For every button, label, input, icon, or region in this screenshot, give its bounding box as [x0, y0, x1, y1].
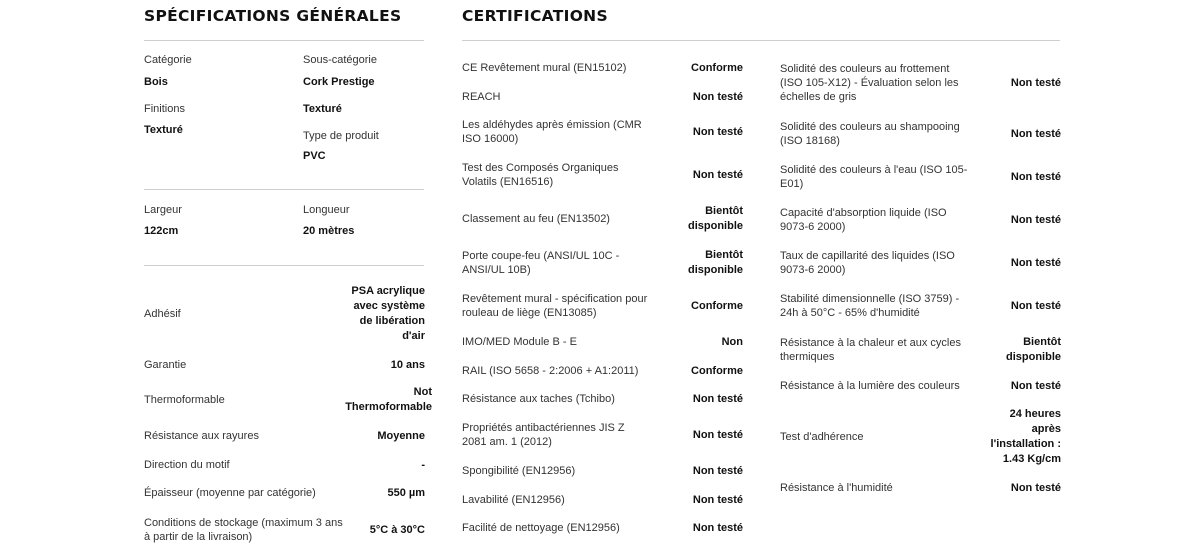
general-title-divider [144, 40, 424, 41]
cert-label: Solidité des couleurs au frottement (ISO 105-X12) - Évaluation selon les échelles de gris [780, 63, 959, 103]
cert-value: Non [721, 335, 743, 348]
cert-value: 24 heures après l'installation : 1.43 Kg/cm [990, 408, 1061, 465]
cert-row [462, 391, 743, 407]
cert-value: Non testé [692, 521, 743, 534]
cert-row [462, 160, 743, 190]
spec-row-label: Résistance aux rayures [144, 430, 259, 442]
cert-label: Revêtement mural - spécification pour rouleau de liège (EN13085) [462, 293, 648, 319]
cert-row [780, 378, 1061, 394]
cert-label: Facilité de nettoyage (EN12956) [462, 522, 620, 534]
cert-value: Non testé [692, 168, 743, 181]
cert-label: CE Revêtement mural (EN15102) [462, 62, 627, 74]
spec-row-value: Moyenne [377, 429, 425, 442]
spec-row-stockage [144, 515, 425, 545]
cert-row [462, 420, 743, 450]
cert-value: Non testé [1010, 127, 1061, 140]
cert-row [462, 291, 743, 321]
cert-label: Solidité des couleurs à l'eau (ISO 105-E01) [780, 164, 968, 190]
categorie-value: Bois [144, 76, 168, 88]
largeur-value: 122cm [144, 225, 179, 237]
spec-row-value: Not Thermoformable [345, 386, 432, 413]
certifications-title: CERTIFICATIONS [462, 7, 608, 25]
cert-label: Résistance à la lumière des couleurs [780, 380, 960, 392]
cert-label: Les aldéhydes après émission (CMR ISO 16000) [462, 119, 642, 145]
longueur-value: 20 mètres [303, 225, 355, 237]
cert-label: Porte coupe-feu (ANSI/UL 10C - ANSI/UL 10B) [462, 250, 620, 276]
souscategorie-value: Cork Prestige [303, 76, 375, 88]
cert-label: Résistance aux taches (Tchibo) [462, 393, 615, 405]
cert-value: Non testé [692, 493, 743, 506]
cert-label: Test des Composés Organiques Volatils (EN16516) [462, 162, 619, 188]
cert-value: Bientôt disponible [1006, 336, 1061, 363]
cert-row [780, 406, 1061, 468]
cert-row [780, 205, 1061, 235]
cert-label: Solidité des couleurs au shampooing (ISO 18168) [780, 121, 960, 147]
type-label: Type de produit [303, 130, 379, 142]
cert-value: Conforme [691, 299, 743, 312]
cert-row [780, 162, 1061, 192]
cert-label: Spongibilité (EN12956) [462, 465, 576, 477]
cert-row [780, 119, 1061, 149]
spec-row-adhesif [144, 284, 425, 344]
spec-row-value: 5°C à 30°C [369, 523, 425, 536]
cert-row [780, 291, 1061, 321]
cert-row [462, 520, 743, 536]
cert-label: Résistance à la chaleur et aux cycles thermiques [780, 337, 961, 363]
longueur-label: Longueur [303, 204, 350, 216]
cert-value: Non testé [692, 392, 743, 405]
spec-row-value: 10 ans [390, 358, 425, 371]
cert-value: Bientôt disponible [688, 205, 743, 232]
general-divider-2 [144, 265, 424, 266]
cert-label: Capacité d'absorption liquide (ISO 9073-6 2000) [780, 207, 947, 233]
cert-value: Non testé [692, 125, 743, 138]
cert-row [462, 204, 743, 234]
cert-value: Bientôt disponible [688, 249, 743, 276]
spec-row-label: Épaisseur (moyenne par catégorie) [144, 487, 316, 499]
cert-value: Non testé [1010, 299, 1061, 312]
type-value: PVC [303, 150, 326, 162]
cert-label: Stabilité dimensionnelle (ISO 3759) - 24h à 50°C - 65% d'humidité [780, 293, 960, 319]
cert-value: Non testé [1010, 76, 1061, 89]
finitions-value-left: Texturé [144, 124, 183, 136]
spec-row-label: Direction du motif [144, 459, 230, 471]
spec-row-label: Garantie [144, 359, 187, 371]
souscategorie-label: Sous-catégorie [303, 54, 377, 66]
cert-label: Test d'adhérence [780, 431, 864, 443]
categorie-label: Catégorie [144, 54, 192, 66]
largeur-label: Largeur [144, 204, 182, 216]
cert-value: Non testé [1010, 213, 1061, 226]
cert-row [462, 363, 743, 379]
spec-row-label: Conditions de stockage (maximum 3 ans à partir de la livraison) [144, 517, 343, 543]
certifications-title-divider [462, 40, 1060, 41]
spec-row-epaisseur [144, 484, 425, 502]
cert-row [780, 335, 1061, 365]
cert-label: IMO/MED Module B - E [462, 336, 577, 348]
spec-row-label: Adhésif [144, 308, 181, 320]
cert-label: Taux de capillarité des liquides (ISO 9073-6 2000) [780, 250, 955, 276]
spec-row-value: 550 µm [387, 486, 425, 499]
cert-value: Non testé [692, 464, 743, 477]
cert-value: Conforme [691, 364, 743, 377]
cert-value: Non testé [692, 90, 743, 103]
cert-value: Non testé [1010, 481, 1061, 494]
cert-label: RAIL (ISO 5658 - 2:2006 + A1:2011) [462, 365, 639, 377]
cert-row [462, 248, 743, 278]
cert-value: Non testé [692, 428, 743, 441]
spec-row-thermoformable [144, 384, 432, 416]
cert-label: Résistance à l'humidité [780, 482, 893, 494]
finitions-value-right: Texturé [303, 103, 342, 115]
cert-row [462, 463, 743, 479]
cert-label: Propriétés antibactériennes JIS Z 2081 am. 1 (2012) [462, 422, 625, 448]
cert-row [462, 117, 743, 147]
cert-row [462, 60, 743, 76]
spec-row-garantie [144, 356, 425, 374]
spec-row-label: Thermoformable [144, 394, 225, 406]
spec-row-rayures [144, 427, 425, 445]
cert-row [462, 492, 743, 508]
finitions-label: Finitions [144, 103, 185, 115]
cert-value: Non testé [1010, 379, 1061, 392]
cert-value: Non testé [1010, 256, 1061, 269]
general-specs-title: SPÉCIFICATIONS GÉNÉRALES [144, 7, 402, 25]
spec-row-value: - [421, 458, 425, 471]
cert-label: Lavabilité (EN12956) [462, 494, 565, 506]
cert-row [780, 248, 1061, 278]
cert-row [780, 480, 1061, 496]
cert-row [462, 334, 743, 350]
spec-row-value: PSA acrylique avec système de libération d'air [351, 285, 425, 342]
cert-label: REACH [462, 91, 501, 103]
cert-value: Non testé [1010, 170, 1061, 183]
cert-value: Conforme [691, 61, 743, 74]
cert-label: Classement au feu (EN13502) [462, 213, 610, 225]
cert-row [780, 60, 1061, 106]
cert-row [462, 89, 743, 105]
spec-row-direction [144, 456, 425, 474]
general-divider-1 [144, 189, 424, 190]
